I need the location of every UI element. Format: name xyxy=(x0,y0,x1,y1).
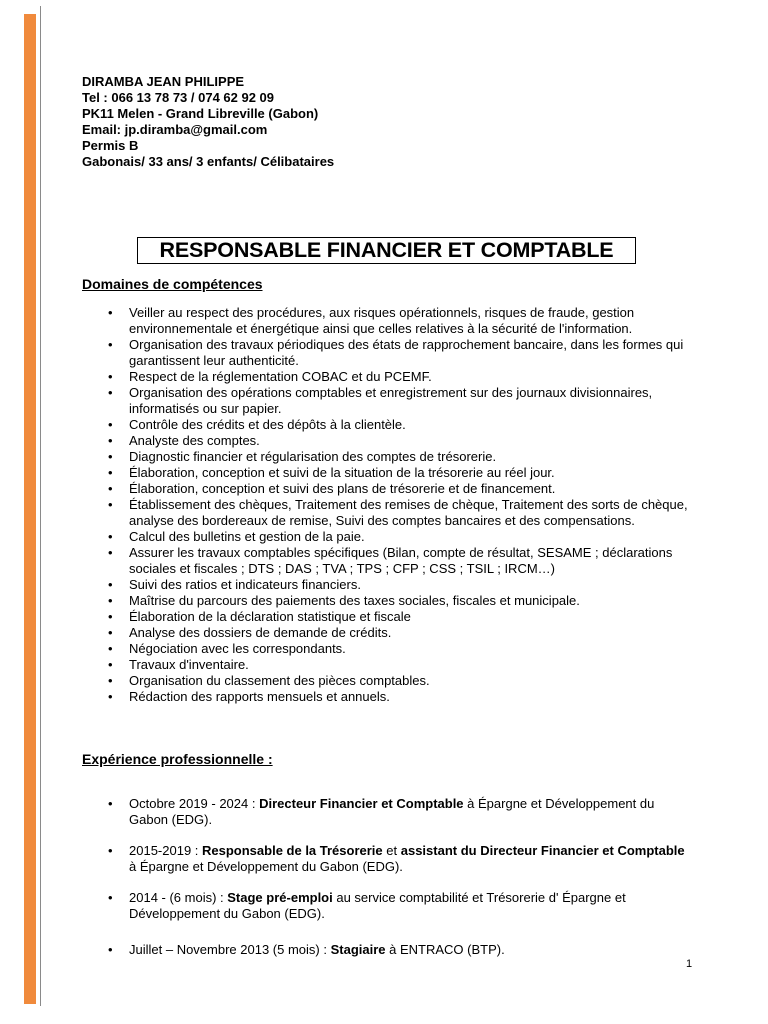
experience-period: 2015-2019 : xyxy=(129,843,203,858)
list-item: • Travaux d'inventaire. xyxy=(108,657,698,673)
personal-status-line: Gabonais/ 33 ans/ 3 enfants/ Célibataires xyxy=(82,154,335,169)
experience-connector: et xyxy=(382,843,401,858)
experience-employer: à Épargne et Développement du Gabon (EDG). xyxy=(129,796,655,827)
experience-item xyxy=(108,843,688,875)
list-item: • Assurer les travaux comptables spécifiques (Bilan, compte de résultat, SESAME ; déclarations sociales et fiscales ; DTS ; DAS ; TVA ; TPS ; CFP ; CSS ; TSIL ; IRCM…) xyxy=(108,545,698,577)
list-item: • Maîtrise du parcours des paiements des taxes sociales, fiscales et municipale. xyxy=(108,593,698,609)
experience-role-secondary: assistant du Directeur Financier et Comptable xyxy=(400,843,685,858)
list-item: • Veiller au respect des procédures, aux risques opérationnels, risques de fraude, gestion environnementale et énergétique ainsi que celles relatives à la sécurité de l'information. xyxy=(108,305,698,337)
list-item: • Respect de la réglementation COBAC et du PCEMF. xyxy=(108,369,698,385)
experience-list xyxy=(108,796,688,973)
experience-role: Responsable de la Trésorerie xyxy=(202,843,383,858)
experience-role: Stagiaire xyxy=(330,942,386,957)
experience-item xyxy=(108,890,688,922)
list-item: • Organisation du classement des pièces comptables. xyxy=(108,673,698,689)
experience-heading: Expérience professionnelle : xyxy=(82,751,273,767)
experience-employer: au service comptabilité et Trésorerie d' Épargne et Développement du Gabon (EDG). xyxy=(129,890,626,921)
experience-employer: à ENTRACO (BTP). xyxy=(385,942,505,957)
experience-period: Juillet – Novembre 2013 (5 mois) : xyxy=(129,942,331,957)
email-line: Email: jp.diramba@gmail.com xyxy=(82,122,268,137)
left-accent-bar xyxy=(24,14,36,1004)
experience-role: Stage pré-emploi xyxy=(227,890,333,905)
list-item: • Organisation des travaux périodiques des états de rapprochement bancaire, dans les formes qui garantissent leur authenticité. xyxy=(108,337,698,369)
list-item: • Négociation avec les correspondants. xyxy=(108,641,698,657)
list-item: • Élaboration, conception et suivi de la situation de la trésorerie au réel jour. xyxy=(108,465,698,481)
experience-period: Octobre 2019 - 2024 : xyxy=(129,796,260,811)
list-item: • Diagnostic financier et régularisation des comptes de trésorerie. xyxy=(108,449,698,465)
list-item: • Rédaction des rapports mensuels et annuels. xyxy=(108,689,698,705)
experience-role: Directeur Financier et Comptable xyxy=(259,796,464,811)
list-item: • Contrôle des crédits et des dépôts à la clientèle. xyxy=(108,417,698,433)
candidate-name: DIRAMBA JEAN PHILIPPE xyxy=(82,74,245,89)
list-item: • Organisation des opérations comptables et enregistrement sur des journaux divisionnaires, informatisés ou sur papier. xyxy=(108,385,698,417)
list-item: • Élaboration, conception et suivi des plans de trésorerie et de financement. xyxy=(108,481,698,497)
competences-heading: Domaines de compétences xyxy=(82,276,263,292)
list-item: • Suivi des ratios et indicateurs financiers. xyxy=(108,577,698,593)
experience-item xyxy=(108,942,688,958)
list-item: • Établissement des chèques, Traitement des remises de chèque, Traitement des sorts de chèque, analyse des bordereaux de remise, Suivi des comptes bancaires et des compensations. xyxy=(108,497,698,529)
experience-employer: à Épargne et Développement du Gabon (EDG). xyxy=(129,859,403,874)
page-number: 1 xyxy=(686,958,693,970)
competences-list xyxy=(108,305,698,705)
left-margin-line xyxy=(40,6,41,1006)
document-title: RESPONSABLE FINANCIER ET COMPTABLE xyxy=(137,237,636,264)
experience-period: 2014 - (6 mois) : xyxy=(129,890,228,905)
address-line: PK11 Melen - Grand Libreville (Gabon) xyxy=(82,106,319,121)
list-item: • Analyste des comptes. xyxy=(108,433,698,449)
list-item: • Élaboration de la déclaration statistique et fiscale xyxy=(108,609,698,625)
list-item: • Calcul des bulletins et gestion de la paie. xyxy=(108,529,698,545)
experience-item xyxy=(108,796,688,828)
license-line: Permis B xyxy=(82,138,139,153)
contact-header xyxy=(82,74,682,170)
phone-line: Tel : 066 13 78 73 / 074 62 92 09 xyxy=(82,90,275,105)
list-item: • Analyse des dossiers de demande de crédits. xyxy=(108,625,698,641)
